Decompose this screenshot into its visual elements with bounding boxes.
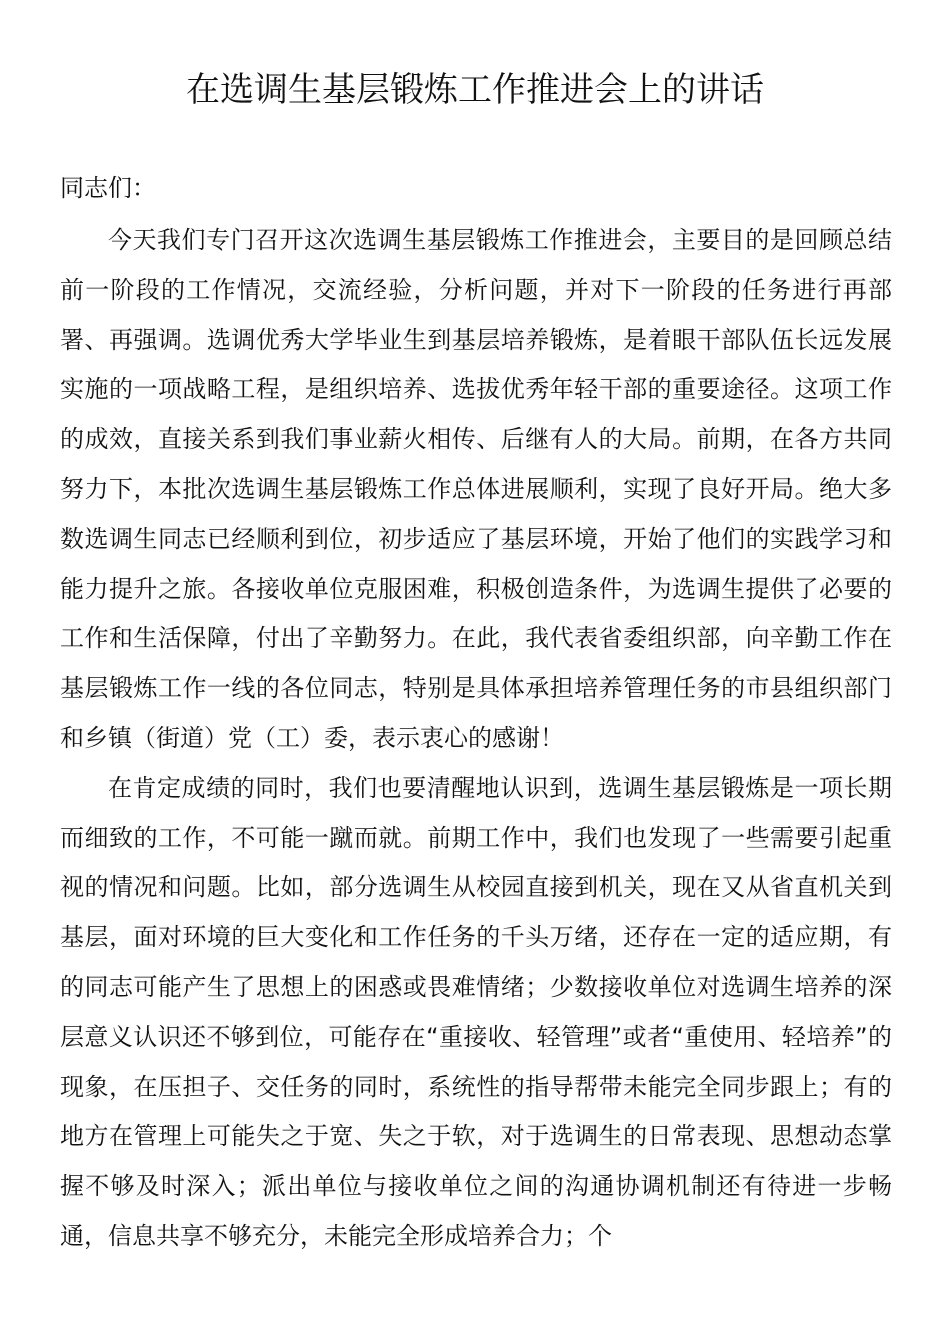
document-title: 在选调生基层锻炼工作推进会上的讲话 xyxy=(186,70,764,110)
paragraph-2: 在肯定成绩的同时，我们也要清醒地认识到，选调生基层锻炼是一项长期而细致的工作，不可能一蹴而就。前期工作中，我们也发现了一些需要引起重视的情况和问题。比如，部分选调生从校园直接到机关，现在又从省直机关到基层，面对环境的巨大变化和工作任务的千头万绪，还存在一定的适应期，有的同志可能产生了思想上的困惑或畏难情绪；少数接收单位对选调生培养的深层意义认识还不够到位，可能存在“重接收、轻管理”或者“重使用、轻培养”的现象，在压担子、交任务的同时，系统性的指导帮带未能完全同步跟上；有的地方在管理上可能失之于宽、失之于软，对于选调生的日常表现、思想动态掌握不够及时深入；派出单位与接收单位之间的沟通协调机制还有待进一步畅通，信息共享不够充分，未能完全形成培养合力；个 xyxy=(60,773,892,1250)
paragraph-1: 今天我们专门召开这次选调生基层锻炼工作推进会，主要目的是回顾总结前一阶段的工作情况，交流经验，分析问题，并对下一阶段的任务进行再部署、再强调。选调优秀大学毕业生到基层培养锻炼，是着眼干部队伍长远发展实施的一项战略工程，是组织培养、选拔优秀年轻干部的重要途径。这项工作的成效，直接关系到我们事业薪火相传、后继有人的大局。前期，在各方共同努力下，本批次选调生基层锻炼工作总体进展顺利，实现了良好开局。绝大多数选调生同志已经顺利到位，初步适应了基层环境，开始了他们的实践学习和能力提升之旅。各接收单位克服困难，积极创造条件，为选调生提供了必要的工作和生活保障，付出了辛勤努力。在此，我代表省委组织部，向辛勤工作在基层锻炼工作一线的各位同志，特别是具体承担培养管理任务的市县组织部门和乡镇（街道）党（工）委，表示衷心的感谢！ xyxy=(60,226,892,752)
salutation: 同志们： xyxy=(60,174,156,202)
document-body xyxy=(60,216,892,1262)
